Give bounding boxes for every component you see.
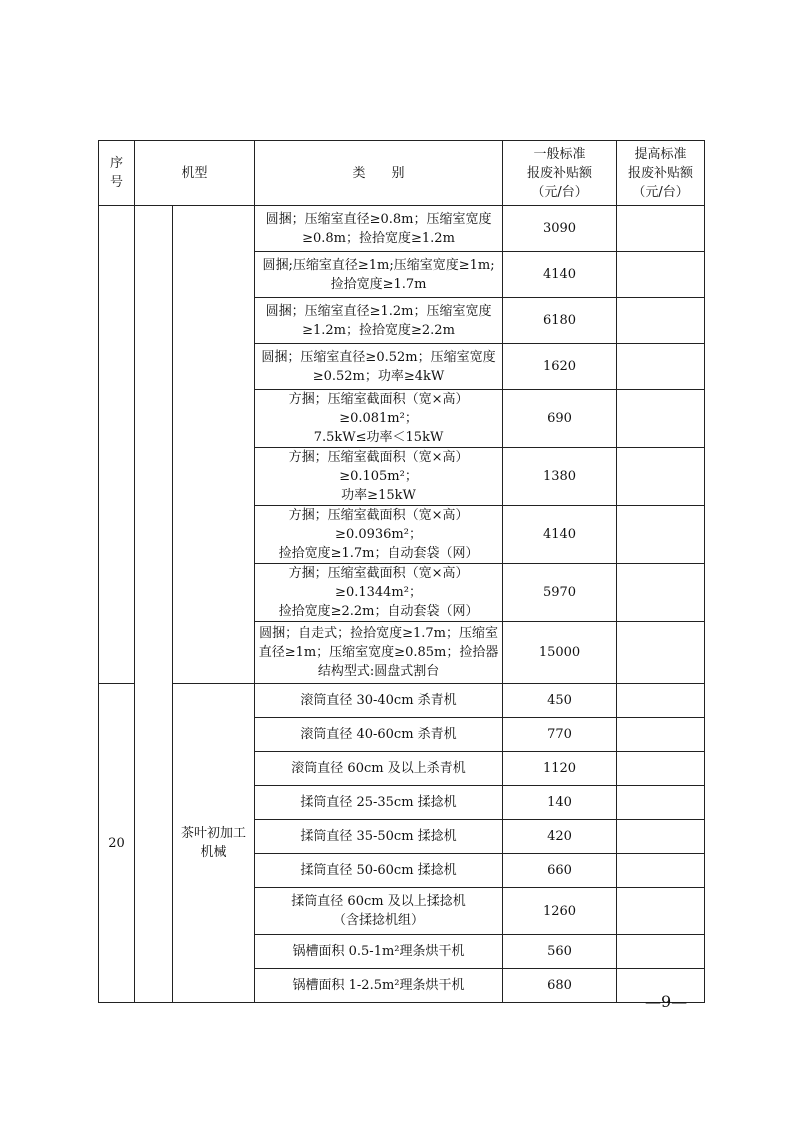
category-line: 圆捆；压缩室直径≥0.8m；压缩室宽度 <box>265 211 492 227</box>
standard-value: 450 <box>503 684 617 718</box>
header-category: 类 别 <box>255 141 503 206</box>
standard-value: 4140 <box>503 252 617 298</box>
category-cell: 锅槽面积 1-2.5m²理条烘干机 <box>255 969 503 1003</box>
raised-value <box>617 752 705 786</box>
raised-value <box>617 786 705 820</box>
category-cell <box>255 252 503 298</box>
raised-value <box>617 622 705 684</box>
category-line: 结构型式:圆盘式割台 <box>317 664 440 679</box>
category-cell: 滚筒直径 30-40cm 杀青机 <box>255 684 503 718</box>
standard-value: 140 <box>503 786 617 820</box>
raised-value <box>617 820 705 854</box>
model-cell-outer <box>135 206 173 1003</box>
seq-cell-continued <box>99 206 135 684</box>
category-line: 方捆；压缩室截面积（宽×高）≥0.081m²； <box>288 392 469 426</box>
header-model: 机型 <box>135 141 255 206</box>
category-cell: 揉筒直径 35-50cm 揉捻机 <box>255 820 503 854</box>
header-standard-l1: 一般标准 <box>533 146 586 162</box>
raised-value <box>617 344 705 390</box>
category-line: 7.5kW≤功率＜15kW <box>313 430 444 445</box>
raised-value <box>617 564 705 622</box>
raised-value <box>617 252 705 298</box>
category-line: 捡拾宽度≥2.2m；自动套袋（网） <box>278 604 479 619</box>
group-name-line: 机械 <box>200 845 227 860</box>
category-cell <box>255 206 503 252</box>
group-seq: 20 <box>99 684 135 1003</box>
standard-value: 420 <box>503 820 617 854</box>
standard-value: 3090 <box>503 206 617 252</box>
standard-value: 4140 <box>503 506 617 564</box>
category-line: 捡拾宽度≥1.7m；自动套袋（网） <box>278 546 479 561</box>
standard-value: 5970 <box>503 564 617 622</box>
category-line: 圆捆；自走式；捡拾宽度≥1.7m；压缩室 <box>259 626 498 641</box>
standard-value: 6180 <box>503 298 617 344</box>
raised-value <box>617 298 705 344</box>
category-cell <box>255 448 503 506</box>
raised-value <box>617 448 705 506</box>
category-line: 揉筒直径 60cm 及以上揉捻机 <box>291 894 466 909</box>
standard-value: 1380 <box>503 448 617 506</box>
category-cell: 揉筒直径 50-60cm 揉捻机 <box>255 854 503 888</box>
raised-value <box>617 390 705 448</box>
category-line: ≥0.52m；功率≥4kW <box>312 368 445 384</box>
category-line: 方捆；压缩室截面积（宽×高）≥0.105m²； <box>288 450 469 484</box>
raised-value <box>617 854 705 888</box>
category-cell <box>255 390 503 448</box>
header-standard-l2: 报废补贴额 <box>527 165 593 181</box>
raised-value <box>617 888 705 935</box>
header-raised-l1: 提高标准 <box>634 146 687 162</box>
raised-value <box>617 684 705 718</box>
category-line: 方捆；压缩室截面积（宽×高）≥0.0936m²； <box>288 508 469 542</box>
raised-value <box>617 506 705 564</box>
category-line: 捡拾宽度≥1.7m <box>330 276 427 292</box>
category-cell <box>255 888 503 935</box>
standard-value: 660 <box>503 854 617 888</box>
standard-value: 690 <box>503 390 617 448</box>
category-line: 直径≥1m；压缩室宽度≥0.85m；捡拾器 <box>258 645 499 660</box>
standard-value: 1120 <box>503 752 617 786</box>
category-line: 圆捆;压缩室直径≥1m;压缩室宽度≥1m; <box>262 257 495 273</box>
standard-value: 1620 <box>503 344 617 390</box>
header-raised-l2: 报废补贴额 <box>628 165 694 181</box>
standard-value: 1260 <box>503 888 617 935</box>
category-cell <box>255 344 503 390</box>
category-line: 功率≥15kW <box>341 488 416 503</box>
raised-value <box>617 718 705 752</box>
category-cell: 揉筒直径 25-35cm 揉捻机 <box>255 786 503 820</box>
category-line: 圆捆；压缩室直径≥0.52m；压缩室宽度 <box>261 349 496 365</box>
page-number: —9— <box>645 992 688 1011</box>
category-line: 圆捆；压缩室直径≥1.2m；压缩室宽度 <box>265 303 492 319</box>
subsidy-table <box>98 140 705 1003</box>
standard-value: 770 <box>503 718 617 752</box>
category-cell <box>255 564 503 622</box>
category-cell: 锅槽面积 0.5-1m²理条烘干机 <box>255 935 503 969</box>
category-line: 方捆；压缩室截面积（宽×高）≥0.1344m²； <box>288 566 469 600</box>
category-cell <box>255 506 503 564</box>
table-header-row <box>99 141 705 206</box>
category-cell <box>255 622 503 684</box>
header-seq-label: 序号 <box>109 156 123 190</box>
raised-value <box>617 206 705 252</box>
table-row <box>99 206 705 252</box>
model-cell-continued <box>173 206 255 684</box>
header-raised-subsidy <box>617 141 705 206</box>
header-seq <box>99 141 135 206</box>
category-cell <box>255 298 503 344</box>
group-name-line: 茶叶初加工 <box>181 826 247 841</box>
category-cell: 滚筒直径 60cm 及以上杀青机 <box>255 752 503 786</box>
header-raised-l3: （元/台） <box>632 184 689 200</box>
standard-value: 560 <box>503 935 617 969</box>
header-standard-subsidy <box>503 141 617 206</box>
category-line: （含揉捻机组） <box>333 913 425 928</box>
raised-value <box>617 935 705 969</box>
header-standard-l3: （元/台） <box>531 184 588 200</box>
group-name <box>173 684 255 1003</box>
category-line: ≥1.2m；捡拾宽度≥2.2m <box>302 322 455 338</box>
category-line: ≥0.8m；捡拾宽度≥1.2m <box>302 230 455 246</box>
category-cell: 滚筒直径 40-60cm 杀青机 <box>255 718 503 752</box>
standard-value: 15000 <box>503 622 617 684</box>
table-row <box>99 684 705 718</box>
standard-value: 680 <box>503 969 617 1003</box>
